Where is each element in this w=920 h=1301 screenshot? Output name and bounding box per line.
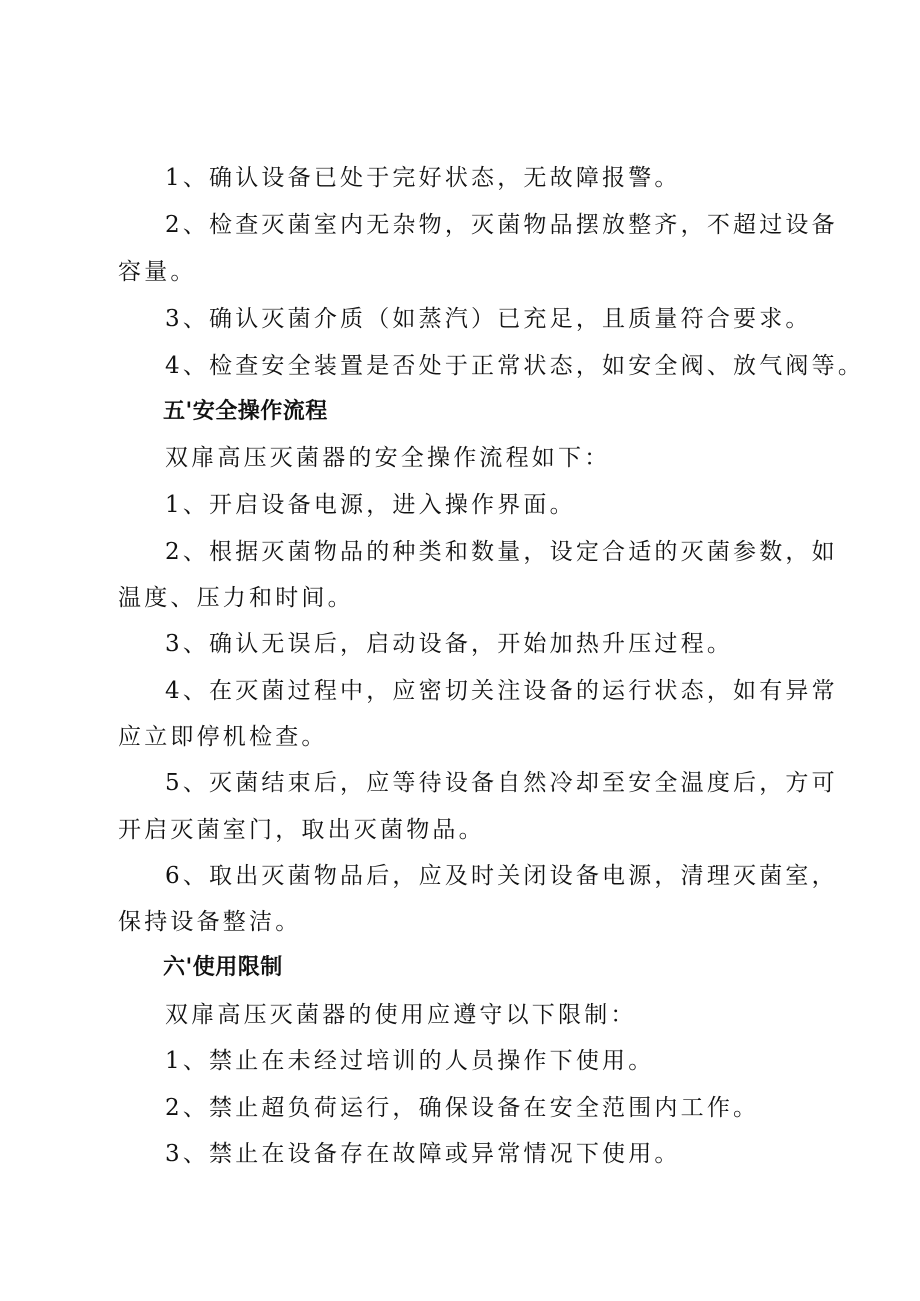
item-line: 3、确认灭菌介质（如蒸汽）已充足，且质量符合要求。 [165, 306, 812, 332]
item-line: 2、检查灭菌室内无杂物，灭菌物品摆放整齐，不超过设备 [165, 212, 838, 238]
item-continuation-line: 温度、压力和时间。 [118, 585, 354, 611]
item-line: 5、灭菌结束后，应等待设备自然冷却至安全温度后，方可 [165, 770, 838, 796]
item-line: 1、禁止在未经过培训的人员操作下使用。 [165, 1048, 655, 1074]
item-continuation-line: 开启灭菌室门，取出灭菌物品。 [118, 817, 485, 843]
item-continuation-line: 保持设备整洁。 [118, 909, 302, 935]
item-line: 3、禁止在设备存在故障或异常情况下使用。 [165, 1141, 681, 1167]
item-line: 2、根据灭菌物品的种类和数量，设定合适的灭菌参数，如 [165, 539, 838, 565]
section-intro: 双扉高压灭菌器的使用应遵守以下限制： [165, 1002, 637, 1028]
item-continuation-line: 应立即停机检查。 [118, 724, 328, 750]
section-heading: 五'安全操作流程 [163, 399, 328, 424]
item-line: 3、确认无误后，启动设备，开始加热升压过程。 [165, 631, 734, 657]
item-line: 1、确认设备已处于完好状态，无故障报警。 [165, 165, 681, 191]
item-line: 2、禁止超负荷运行，确保设备在安全范围内工作。 [165, 1095, 760, 1121]
item-line: 4、在灭菌过程中，应密切关注设备的运行状态，如有异常 [165, 678, 838, 704]
item-line: 6、取出灭菌物品后，应及时关闭设备电源，清理灭菌室， [165, 863, 838, 889]
item-continuation-line: 容量。 [118, 259, 197, 285]
section-intro: 双扉高压灭菌器的安全操作流程如下： [165, 445, 611, 471]
section-heading: 六'使用限制 [163, 955, 283, 980]
item-line: 4、检查安全装置是否处于正常状态，如安全阀、放气阀等。 [165, 353, 865, 379]
item-line: 1、开启设备电源，进入操作界面。 [165, 492, 576, 518]
